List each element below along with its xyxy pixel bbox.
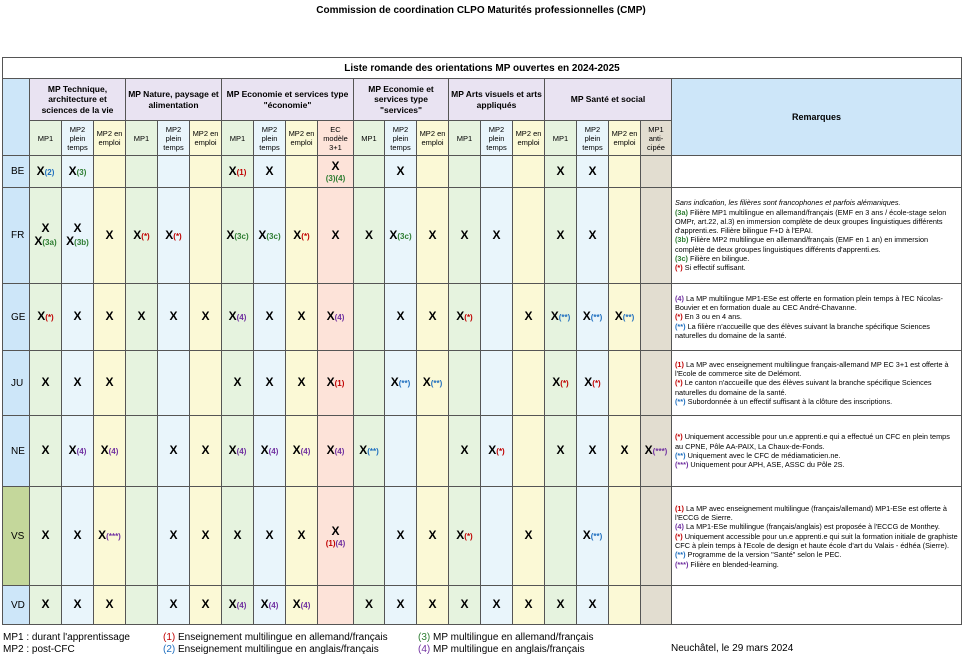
offer-cell bbox=[354, 284, 385, 351]
subheader-mp2-emploi: MP2 en emploi bbox=[513, 120, 545, 156]
offer-cell bbox=[449, 156, 481, 187]
canton-label: JU bbox=[3, 351, 30, 416]
table-row bbox=[3, 416, 962, 487]
subheader-mp1: MP1 bbox=[222, 120, 254, 156]
offer-cell: X(1) bbox=[318, 351, 354, 416]
offer-cell: X bbox=[254, 351, 286, 416]
subheader-mp1-anticipee: MP1 anti-cipée bbox=[641, 120, 672, 156]
offer-cell: X(4) bbox=[318, 284, 354, 351]
offer-cell: X bbox=[30, 487, 62, 586]
offer-cell bbox=[609, 487, 641, 586]
canton-label: VD bbox=[3, 586, 30, 625]
remark-line: (3c) Filière en bilingue. bbox=[675, 254, 750, 264]
subheader-mp1: MP1 bbox=[545, 120, 577, 156]
offer-cell: X bbox=[286, 487, 318, 586]
legend-mp-types bbox=[3, 632, 130, 655]
offer-cell bbox=[609, 187, 641, 283]
offer-cell: X bbox=[417, 284, 449, 351]
subheader-mp1: MP1 bbox=[354, 120, 385, 156]
offer-cell: X(*) bbox=[449, 284, 481, 351]
offer-cell: X bbox=[190, 416, 222, 487]
offer-cell bbox=[641, 187, 672, 283]
offer-cell: X bbox=[62, 487, 94, 586]
offer-cell: X bbox=[286, 351, 318, 416]
offer-cell: X(**) bbox=[545, 284, 577, 351]
offer-cell: X(*) bbox=[286, 187, 318, 283]
offer-cell bbox=[158, 156, 190, 187]
offer-cell: X bbox=[254, 156, 286, 187]
offer-cell bbox=[513, 416, 545, 487]
offer-cell bbox=[417, 156, 449, 187]
subheader-ec: EC modèle 3+1 bbox=[318, 120, 354, 156]
subheader-mp2-emploi: MP2 en emploi bbox=[286, 120, 318, 156]
table-row bbox=[3, 487, 962, 586]
offer-cell: X bbox=[286, 284, 318, 351]
offer-cell bbox=[481, 487, 513, 586]
remark-line: (*) En 3 ou en 4 ans. bbox=[675, 312, 742, 322]
offer-cell: X bbox=[318, 187, 354, 283]
offer-cell: X bbox=[62, 351, 94, 416]
offer-cell: X bbox=[190, 487, 222, 586]
offer-cell: X bbox=[577, 187, 609, 283]
remark-line: Sans indication, les filières sont francophones et parfois alémaniques. bbox=[675, 198, 901, 208]
offer-cell: X bbox=[94, 284, 126, 351]
offer-cell: X(*) bbox=[545, 351, 577, 416]
offer-cell: X bbox=[417, 586, 449, 625]
table-row bbox=[3, 187, 962, 283]
remark-line: (**) Uniquement avec le CFC de médiamaticien.ne. bbox=[675, 451, 841, 461]
offer-cell: X bbox=[481, 187, 513, 283]
offer-cell: X bbox=[62, 586, 94, 625]
offer-cell: X(4) bbox=[222, 416, 254, 487]
offer-cell bbox=[641, 156, 672, 187]
subheader-mp2-plein: MP2 plein temps bbox=[481, 120, 513, 156]
table-row bbox=[3, 351, 962, 416]
offer-cell bbox=[545, 487, 577, 586]
offer-cell: X(2) bbox=[30, 156, 62, 187]
offer-cell bbox=[481, 156, 513, 187]
mp-orientations-table bbox=[2, 57, 962, 625]
remarks-cell-ge bbox=[672, 284, 962, 351]
offer-cell: X bbox=[609, 416, 641, 487]
group-header-nature: MP Nature, paysage et alimentation bbox=[126, 79, 222, 121]
offer-cell bbox=[481, 284, 513, 351]
offer-cell: X(4) bbox=[286, 586, 318, 625]
subheader-mp2-plein: MP2 plein temps bbox=[577, 120, 609, 156]
document-date: Neuchâtel, le 29 mars 2024 bbox=[671, 643, 794, 654]
legend-codes-1-2 bbox=[163, 632, 388, 655]
offer-cell bbox=[126, 351, 158, 416]
offer-cell: X(*) bbox=[158, 187, 190, 283]
remarks-cell-fr bbox=[672, 187, 962, 283]
offer-cell: X bbox=[354, 187, 385, 283]
remarks-header: Remarques bbox=[672, 79, 962, 156]
offer-cell bbox=[318, 586, 354, 625]
offer-cell bbox=[126, 156, 158, 187]
offer-cell: X(3c) bbox=[385, 187, 417, 283]
offer-cell bbox=[158, 351, 190, 416]
canton-label: FR bbox=[3, 187, 30, 283]
legend-mp2: MP2 : post-CFC bbox=[3, 643, 75, 655]
offer-cell bbox=[513, 156, 545, 187]
offer-cell bbox=[286, 156, 318, 187]
offer-cell: X bbox=[385, 284, 417, 351]
subheader-mp2-emploi: MP2 en emploi bbox=[190, 120, 222, 156]
remark-line: (**) Subordonnée à un effectif suffisant à la clôture des inscriptions. bbox=[675, 397, 893, 407]
remarks-cell-ju bbox=[672, 351, 962, 416]
offer-cell: X(*) bbox=[126, 187, 158, 283]
table-row bbox=[3, 586, 962, 625]
offer-cell: X bbox=[513, 487, 545, 586]
offer-cell: X bbox=[158, 416, 190, 487]
offer-cell bbox=[94, 156, 126, 187]
offer-cell: X(1) bbox=[222, 156, 254, 187]
subheader-mp2-plein: MP2 plein temps bbox=[385, 120, 417, 156]
remark-line: (**) La filière n'accueille que des élèves suivant la branche spécifique Sciences naturelles du domaine de la santé. bbox=[675, 321, 930, 341]
subheader-mp2-plein: MP2 plein temps bbox=[254, 120, 286, 156]
offer-cell: X bbox=[449, 187, 481, 283]
offer-cell: X bbox=[577, 156, 609, 187]
remark-line: (*) Si effectif suffisant. bbox=[675, 263, 746, 273]
offer-cell: X(*) bbox=[30, 284, 62, 351]
offer-cell: X(**) bbox=[354, 416, 385, 487]
offer-cell bbox=[609, 586, 641, 625]
remarks-cell-vs bbox=[672, 487, 962, 586]
offer-cell bbox=[609, 351, 641, 416]
offer-cell: X bbox=[385, 487, 417, 586]
remark-line: (**) Programme de la version "Santé" selon le PEC. bbox=[675, 550, 842, 560]
offer-cell: X(3c) bbox=[222, 187, 254, 283]
offer-cell: X bbox=[30, 586, 62, 625]
offer-cell bbox=[481, 351, 513, 416]
offer-cell: X bbox=[577, 586, 609, 625]
offer-cell bbox=[354, 487, 385, 586]
offer-cell bbox=[126, 416, 158, 487]
canton-label: GE bbox=[3, 284, 30, 351]
offer-cell: X bbox=[481, 586, 513, 625]
group-header-technique: MP Technique, architecture et sciences de la vie bbox=[30, 79, 126, 121]
offer-cell: X bbox=[449, 586, 481, 625]
remark-line: (3a) Filière MP1 multilingue en allemand/français (EMF en 3 ans / école-stage selon OMPr, art.22, al.3) en immersion complète de deux groupes linguistiques différents d'apprenti.es. Filière bilingue F+D à l'EPAI. bbox=[675, 207, 947, 236]
offer-cell: X bbox=[158, 284, 190, 351]
legend-codes-3-4 bbox=[418, 632, 593, 655]
offer-cell: X X(3a) bbox=[30, 187, 62, 283]
offer-cell: X bbox=[126, 284, 158, 351]
offer-cell: X bbox=[385, 156, 417, 187]
offer-cell: X bbox=[417, 187, 449, 283]
offer-cell bbox=[513, 351, 545, 416]
remarks-cell-vd bbox=[672, 586, 962, 625]
offer-cell: X(***) bbox=[641, 416, 672, 487]
table-title: Liste romande des orientations MP ouvertes en 2024-2025 bbox=[3, 58, 962, 79]
offer-cell: X(4) bbox=[286, 416, 318, 487]
group-header-services: MP Economie et services type "services" bbox=[354, 79, 449, 121]
subheader-mp1: MP1 bbox=[449, 120, 481, 156]
offer-cell: X bbox=[545, 187, 577, 283]
subheader-mp1: MP1 bbox=[126, 120, 158, 156]
offer-cell: X bbox=[62, 284, 94, 351]
subheader-mp2-plein: MP2 plein temps bbox=[62, 120, 94, 156]
offer-cell: X(3c) bbox=[254, 187, 286, 283]
offer-cell: X(3) bbox=[62, 156, 94, 187]
offer-cell: X bbox=[545, 586, 577, 625]
canton-label: BE bbox=[3, 156, 30, 187]
offer-cell: X bbox=[222, 487, 254, 586]
remark-line: (4) La MP multilingue MP1-ESe est offerte en formation plein temps à l'EC Nicolas-Bouvier et en formation duale au CEC André-Chavanne. bbox=[675, 293, 943, 313]
offer-cell: X bbox=[30, 351, 62, 416]
offer-cell: X bbox=[190, 284, 222, 351]
offer-cell: X bbox=[222, 351, 254, 416]
offer-cell bbox=[190, 351, 222, 416]
offer-cell: X bbox=[94, 187, 126, 283]
subheader-mp2-emploi: MP2 en emploi bbox=[417, 120, 449, 156]
offer-cell: X bbox=[158, 586, 190, 625]
remark-line: (*) Le canton n'accueille que des élèves suivant la branche spécifique Sciences naturelles du domaine de la santé. bbox=[675, 378, 932, 397]
remark-line: (3b) Filière MP2 multilingue en allemand/français (EMF en 1 an) en immersion complète de deux groupes linguistiques différents d'apprenti.es. bbox=[675, 235, 929, 254]
offer-cell: X bbox=[513, 586, 545, 625]
offer-cell: X(4) bbox=[222, 284, 254, 351]
offer-cell bbox=[126, 487, 158, 586]
remark-line: (*) Uniquement accessible pour un.e apprenti.e qui a effectué un CFC en plein temps au CPNE, Pôle AA-PAIX, La Chaux-de-Fonds. bbox=[675, 432, 950, 451]
remark-line: (4) La MP1-ESe multilingue (français/anglais) est proposée à l'ECCG de Monthey. bbox=[675, 522, 940, 532]
subheader-mp1: MP1 bbox=[30, 120, 62, 156]
offer-cell: X bbox=[545, 416, 577, 487]
group-header-sante: MP Santé et social bbox=[545, 79, 672, 121]
page-title: Commission de coordination CLPO Maturités professionnelles (CMP) bbox=[316, 5, 646, 16]
legend-item-2: (2) Enseignement multilingue en anglais/français bbox=[163, 643, 379, 655]
offer-cell: X X(3b) bbox=[62, 187, 94, 283]
offer-cell: X(*) bbox=[577, 351, 609, 416]
remarks-cell-be bbox=[672, 156, 962, 187]
remark-line: (*) Uniquement accessible pour un.e apprenti.e qui suit la formation initiale de graphiste CFC à plein temps à l'Ecole de design et haute école d'art du Valais - édhéa (Sierre). bbox=[675, 531, 958, 550]
offer-cell: X(4) bbox=[318, 416, 354, 487]
offer-cell bbox=[641, 284, 672, 351]
offer-cell: X bbox=[190, 586, 222, 625]
canton-header-cell bbox=[3, 79, 30, 156]
offer-cell: X(4) bbox=[254, 416, 286, 487]
canton-label: NE bbox=[3, 416, 30, 487]
offer-cell: X bbox=[513, 284, 545, 351]
offer-cell: X(**) bbox=[577, 487, 609, 586]
group-header-economie: MP Economie et services type "économie" bbox=[222, 79, 354, 121]
legend-item-4: (4) MP multilingue en anglais/français bbox=[418, 643, 585, 655]
offer-cell: X(*) bbox=[449, 487, 481, 586]
offer-cell bbox=[385, 416, 417, 487]
offer-cell: X bbox=[158, 487, 190, 586]
legend-item-3: (3) MP multilingue en allemand/français bbox=[418, 632, 594, 643]
offer-cell: X bbox=[449, 416, 481, 487]
group-header-arts: MP Arts visuels et arts appliqués bbox=[449, 79, 545, 121]
offer-cell: X(**) bbox=[417, 351, 449, 416]
offer-cell: X bbox=[254, 284, 286, 351]
offer-cell: X(4) bbox=[94, 416, 126, 487]
offer-cell: X bbox=[385, 586, 417, 625]
remark-line: (1) La MP avec enseignement multilingue français-allemand MP EC 3+1 est offerte à l'Ecole de commerce site de Delémont. bbox=[675, 359, 949, 379]
offer-cell: X (1)(4) bbox=[318, 487, 354, 586]
table-row bbox=[3, 284, 962, 351]
subheader-mp2-plein: MP2 plein temps bbox=[158, 120, 190, 156]
offer-cell bbox=[354, 351, 385, 416]
subheader-mp2-emploi: MP2 en emploi bbox=[609, 120, 641, 156]
offer-cell bbox=[609, 156, 641, 187]
offer-cell: X bbox=[94, 351, 126, 416]
offer-cell: X bbox=[354, 586, 385, 625]
offer-cell: X(**) bbox=[577, 284, 609, 351]
remark-line: (***) Uniquement pour APH, ASE, ASSC du Pôle 2S. bbox=[675, 460, 845, 470]
offer-cell: X bbox=[545, 156, 577, 187]
offer-cell: X bbox=[577, 416, 609, 487]
canton-label: VS bbox=[3, 487, 30, 586]
legend-mp1: MP1 : durant l'apprentissage bbox=[3, 632, 130, 643]
offer-cell bbox=[641, 586, 672, 625]
offer-cell bbox=[354, 156, 385, 187]
offer-cell: X(**) bbox=[385, 351, 417, 416]
legend-item-1: (1) Enseignement multilingue en allemand/français bbox=[163, 632, 388, 643]
offer-cell bbox=[641, 351, 672, 416]
subheader-mp2-emploi: MP2 en emploi bbox=[94, 120, 126, 156]
offer-cell bbox=[449, 351, 481, 416]
offer-cell bbox=[126, 586, 158, 625]
offer-cell bbox=[190, 187, 222, 283]
offer-cell bbox=[417, 416, 449, 487]
offer-cell: X(***) bbox=[94, 487, 126, 586]
offer-cell: X(4) bbox=[254, 586, 286, 625]
offer-cell: X(4) bbox=[222, 586, 254, 625]
offer-cell: X(*) bbox=[481, 416, 513, 487]
offer-cell: X bbox=[30, 416, 62, 487]
table-row bbox=[3, 156, 962, 187]
remark-line: (***) Filière en blended-learning. bbox=[675, 559, 779, 569]
offer-cell: X bbox=[94, 586, 126, 625]
offer-cell bbox=[190, 156, 222, 187]
offer-cell bbox=[641, 487, 672, 586]
remarks-cell-ne bbox=[672, 416, 962, 487]
offer-cell: X(**) bbox=[609, 284, 641, 351]
offer-cell: X bbox=[417, 487, 449, 586]
offer-cell: X bbox=[254, 487, 286, 586]
offer-cell: X(4) bbox=[62, 416, 94, 487]
offer-cell bbox=[513, 187, 545, 283]
remark-line: (1) La MP avec enseignement multilingue (français/allemand) MP1-ESe est offerte à l'ECCG de Sierre. bbox=[675, 503, 947, 522]
offer-cell: X (3)(4) bbox=[318, 156, 354, 187]
